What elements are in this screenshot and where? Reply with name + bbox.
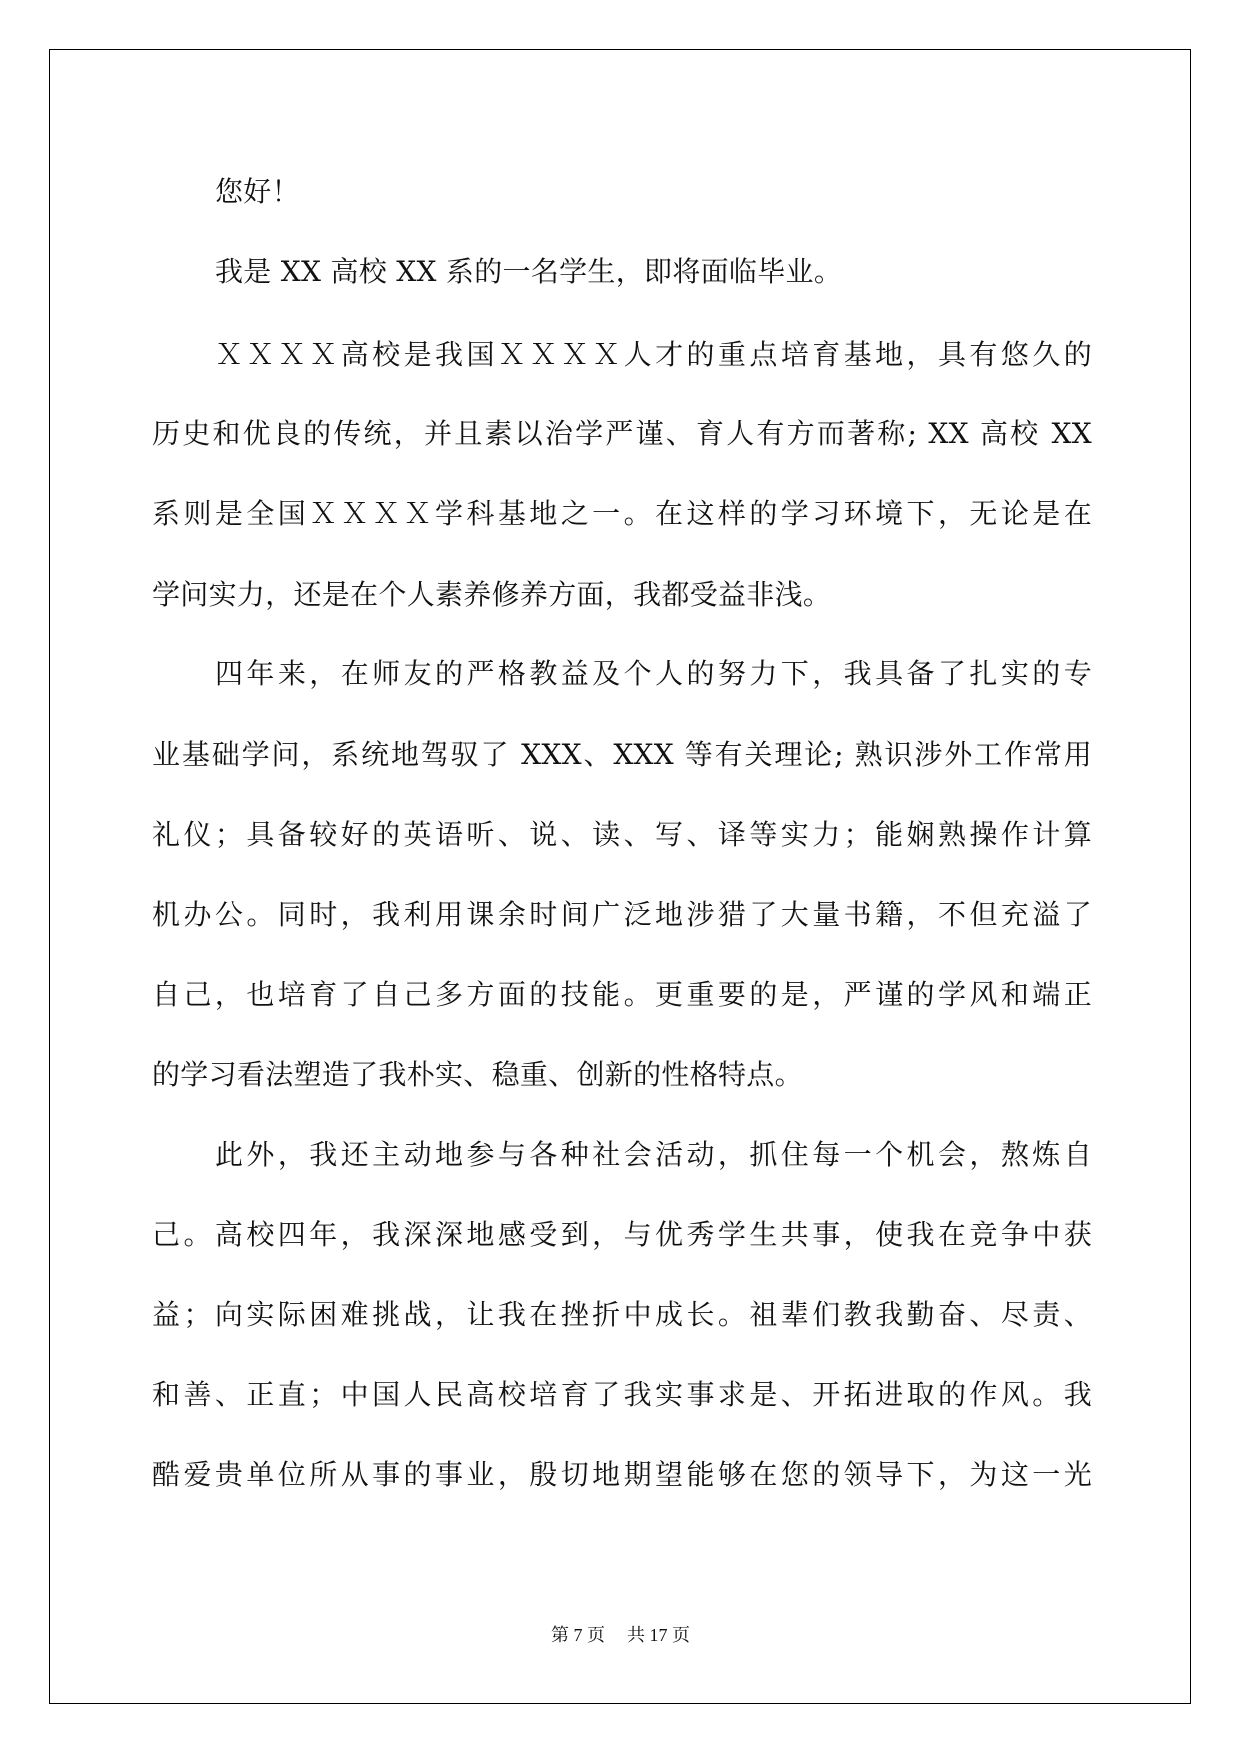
paragraph-line: 益；向实际困难挑战，让我在挫折中成长。祖辈们教我勤奋、尽责、: [152, 1298, 1092, 1331]
paragraph-line: 和善、正直；中国人民高校培育了我实事求是、开拓进取的作风。我: [152, 1378, 1092, 1411]
paragraph-line: 酷爱贵单位所从事的事业，殷切地期望能够在您的领导下，为这一光: [152, 1458, 1092, 1491]
paragraph-line: 业基础学问，系统地驾驭了 XXX、XXX 等有关理论; 熟识涉外工作常用: [152, 738, 1092, 771]
paragraph-line: 系则是全国ＸＸＸＸ学科基地之一。在这样的学习环境下，无论是在: [152, 497, 1092, 530]
paragraph-line: 自己，也培育了自己多方面的技能。更重要的是，严谨的学风和端正: [152, 978, 1092, 1011]
paragraph-line: 礼仪；具备较好的英语听、说、读、写、译等实力；能娴熟操作计算: [152, 818, 1092, 851]
paragraph-line: 历史和优良的传统，并且素以治学严谨、育人有方而著称; XX 高校 XX: [152, 417, 1092, 450]
paragraph-line: 四年来，在师友的严格教益及个人的努力下，我具备了扎实的专: [215, 657, 1092, 690]
paragraph-line: 此外，我还主动地参与各种社会活动，抓住每一个机会，熬炼自: [215, 1138, 1092, 1171]
page-footer: [0, 1623, 1241, 1647]
greeting-text: 您好！: [215, 175, 300, 208]
paragraph-line: 的学习看法塑造了我朴实、稳重、创新的性格特点。: [152, 1058, 803, 1091]
paragraph-line: 己。高校四年，我深深地感受到，与优秀学生共事，使我在竞争中获: [152, 1218, 1092, 1251]
paragraph-line: 机办公。同时，我利用课余时间广泛地涉猎了大量书籍，不但充溢了: [152, 898, 1092, 931]
page-number: 第 7 页: [551, 1625, 605, 1645]
page-total: 共 17 页: [627, 1625, 690, 1645]
paragraph-line: 学问实力，还是在个人素养修养方面，我都受益非浅。: [152, 578, 832, 611]
paragraph-line: ＸＸＸＸ高校是我国ＸＸＸＸ人才的重点培育基地，具有悠久的: [215, 338, 1092, 371]
paragraph-line: 我是 XX 高校 XX 系的一名学生，即将面临毕业。: [215, 255, 843, 288]
